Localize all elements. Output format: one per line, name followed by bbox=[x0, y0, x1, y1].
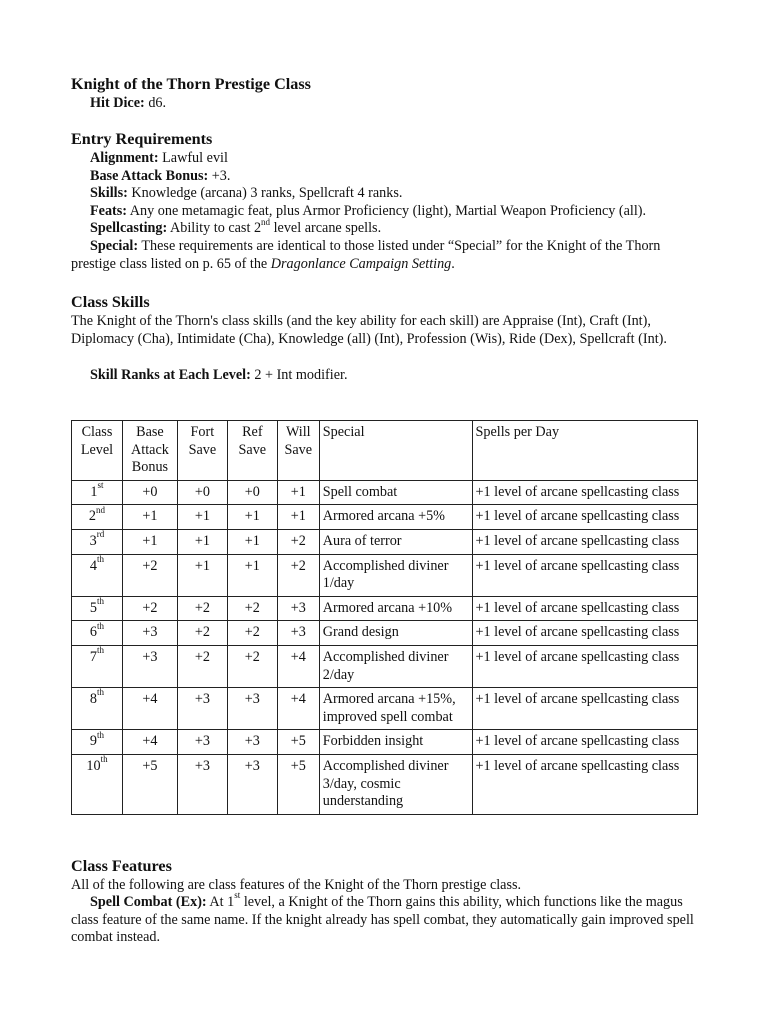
cell-class-level bbox=[72, 688, 123, 730]
cell-fort: +1 bbox=[177, 529, 227, 554]
cell-spells: +1 level of arcane spellcasting class bbox=[472, 645, 697, 687]
cell-bab: +0 bbox=[122, 480, 177, 505]
hit-dice-label: Hit Dice: bbox=[90, 95, 145, 111]
spell-combat-sup: st bbox=[234, 890, 241, 901]
req-alignment-value: Lawful evil bbox=[158, 150, 228, 166]
cell-ref: +1 bbox=[227, 554, 277, 596]
cell-class-level bbox=[72, 480, 123, 505]
header-class-line1: Class bbox=[81, 424, 113, 440]
cell-spells: +1 level of arcane spellcasting class bbox=[472, 596, 697, 621]
cell-fort: +0 bbox=[177, 480, 227, 505]
cell-ref: +3 bbox=[227, 688, 277, 730]
req-feats bbox=[71, 203, 701, 221]
cell-class-level bbox=[72, 529, 123, 554]
cell-bab: +1 bbox=[122, 505, 177, 530]
cell-ref: +2 bbox=[227, 645, 277, 687]
table-row bbox=[72, 645, 698, 687]
header-bab-line2: Attack bbox=[131, 441, 169, 458]
table-row bbox=[72, 754, 698, 814]
req-bab-label: Base Attack Bonus: bbox=[90, 167, 209, 184]
cell-bab: +3 bbox=[122, 621, 177, 646]
req-special-text: These requirements are identical to those listed under “Special” for the Knight of the Thorn prestige class listed on p. 65 of the bbox=[71, 237, 661, 272]
page-title: Knight of the Thorn Prestige Class bbox=[71, 75, 311, 93]
header-bab-line1: Base bbox=[136, 424, 164, 440]
class-features-intro: All of the following are class features of the Knight of the Thorn prestige class. bbox=[71, 877, 522, 893]
cell-class-level bbox=[72, 596, 123, 621]
cell-class-level bbox=[72, 505, 123, 530]
header-fort-line1: Fort bbox=[190, 424, 215, 440]
cell-class-level bbox=[72, 621, 123, 646]
req-special-label: Special: bbox=[90, 237, 139, 254]
cell-fort: +1 bbox=[177, 505, 227, 530]
level-number: 10 bbox=[86, 757, 101, 774]
cell-spells: +1 level of arcane spellcasting class bbox=[472, 730, 697, 755]
cell-spells: +1 level of arcane spellcasting class bbox=[472, 554, 697, 596]
req-skills-label: Skills: bbox=[90, 185, 128, 202]
level-suffix: nd bbox=[96, 504, 106, 515]
header-bab bbox=[122, 421, 177, 481]
req-spellcasting bbox=[71, 216, 701, 238]
table-row bbox=[72, 596, 698, 621]
req-bab bbox=[71, 168, 701, 186]
cell-special: Spell combat bbox=[319, 480, 472, 505]
spell-combat-pre: At 1 bbox=[206, 894, 235, 910]
cell-will: +2 bbox=[277, 529, 319, 554]
cell-fort: +3 bbox=[177, 730, 227, 755]
level-number: 8 bbox=[89, 691, 98, 708]
cell-special: Forbidden insight bbox=[319, 730, 472, 755]
level-number: 7 bbox=[89, 648, 98, 665]
cell-special: Aura of terror bbox=[319, 529, 472, 554]
table-row bbox=[72, 621, 698, 646]
header-ref bbox=[227, 421, 277, 481]
req-feats-value: Any one metamagic feat, plus Armor Proficiency (light), Martial Weapon Proficiency (all). bbox=[127, 202, 647, 219]
cell-class-level bbox=[72, 645, 123, 687]
cell-fort: +2 bbox=[177, 621, 227, 646]
table-row bbox=[72, 529, 698, 554]
skill-ranks bbox=[71, 367, 701, 385]
table-body bbox=[72, 480, 698, 814]
header-spells: Spells per Day bbox=[472, 421, 697, 481]
spell-combat-label: Spell Combat (Ex): bbox=[90, 894, 207, 910]
cell-fort: +1 bbox=[177, 554, 227, 596]
cell-special: Accomplished diviner 2/day bbox=[319, 645, 472, 687]
cell-will: +4 bbox=[277, 688, 319, 730]
req-special-end: . bbox=[451, 255, 455, 272]
cell-class-level bbox=[72, 554, 123, 596]
cell-fort: +3 bbox=[177, 754, 227, 814]
header-special: Special bbox=[319, 421, 472, 481]
req-bab-value: +3. bbox=[208, 167, 231, 184]
cell-bab: +5 bbox=[122, 754, 177, 814]
level-number: 5 bbox=[89, 599, 98, 616]
header-bab-line3: Bonus bbox=[131, 459, 169, 476]
entry-requirements bbox=[71, 150, 701, 273]
cell-fort: +2 bbox=[177, 645, 227, 687]
cell-ref: +3 bbox=[227, 754, 277, 814]
cell-will: +3 bbox=[277, 621, 319, 646]
req-spellcasting-pre: Ability to cast 2 bbox=[167, 220, 262, 237]
table-row bbox=[72, 505, 698, 530]
cell-spells: +1 level of arcane spellcasting class bbox=[472, 505, 697, 530]
cell-will: +3 bbox=[277, 596, 319, 621]
level-suffix: th bbox=[97, 596, 105, 607]
cell-spells: +1 level of arcane spellcasting class bbox=[472, 621, 697, 646]
level-suffix: th bbox=[97, 645, 105, 656]
cell-will: +1 bbox=[277, 505, 319, 530]
cell-will: +1 bbox=[277, 480, 319, 505]
cell-ref: +3 bbox=[227, 730, 277, 755]
hit-dice bbox=[71, 95, 701, 113]
req-alignment-label: Alignment: bbox=[90, 150, 159, 166]
header-fort bbox=[177, 421, 227, 481]
cell-special: Armored arcana +5% bbox=[319, 505, 472, 530]
entry-requirements-heading: Entry Requirements bbox=[71, 130, 213, 148]
cell-class-level bbox=[72, 754, 123, 814]
class-features-heading: Class Features bbox=[71, 857, 172, 875]
cell-special: Armored arcana +10% bbox=[319, 596, 472, 621]
header-fort-line2: Save bbox=[188, 441, 217, 458]
req-spellcasting-post: level arcane spells. bbox=[270, 220, 382, 237]
class-skills-text: The Knight of the Thorn's class skills (and the key ability for each skill) are Appraise (Int), Craft (Int), Diplomacy (Cha), Intimidate (Cha), Knowledge (all) (Int), Profession (Wis), Ride (Dex), Spellcraft (Int). bbox=[71, 313, 667, 347]
req-special bbox=[71, 238, 701, 273]
cell-spells: +1 level of arcane spellcasting class bbox=[472, 688, 697, 730]
level-number: 1 bbox=[90, 483, 98, 500]
header-ref-line1: Ref bbox=[242, 424, 263, 440]
level-suffix: th bbox=[100, 754, 108, 765]
cell-special: Accomplished diviner 1/day bbox=[319, 554, 472, 596]
level-suffix: th bbox=[97, 729, 105, 740]
level-suffix: th bbox=[97, 620, 105, 631]
req-skills bbox=[71, 185, 701, 203]
level-suffix: th bbox=[97, 553, 105, 564]
level-number: 9 bbox=[89, 733, 98, 750]
header-will bbox=[277, 421, 319, 481]
cell-will: +5 bbox=[277, 754, 319, 814]
level-suffix: st bbox=[97, 480, 104, 491]
cell-spells: +1 level of arcane spellcasting class bbox=[472, 480, 697, 505]
header-will-line1: Will bbox=[285, 424, 311, 440]
cell-special: Grand design bbox=[319, 621, 472, 646]
level-suffix: th bbox=[97, 687, 105, 698]
cell-bab: +2 bbox=[122, 596, 177, 621]
skill-ranks-value: 2 + Int modifier. bbox=[250, 367, 348, 383]
header-ref-line2: Save bbox=[238, 441, 267, 458]
header-class-line2: Level bbox=[80, 441, 114, 458]
cell-ref: +0 bbox=[227, 480, 277, 505]
header-class-level bbox=[72, 421, 123, 481]
req-feats-label: Feats: bbox=[90, 202, 128, 219]
spell-combat-feature bbox=[71, 890, 701, 947]
level-number: 3 bbox=[89, 532, 97, 549]
req-alignment bbox=[71, 150, 701, 168]
spell-combat-post: level, a Knight of the Thorn gains this ability, which functions like the magus class feature of the same name. If the knight already has spell combat, they automatically gain improved spell combat instead. bbox=[71, 894, 694, 946]
cell-bab: +4 bbox=[122, 730, 177, 755]
level-number: 4 bbox=[89, 557, 98, 574]
cell-special: Accomplished diviner 3/day, cosmic understanding bbox=[319, 754, 472, 814]
skill-ranks-label: Skill Ranks at Each Level: bbox=[90, 367, 251, 383]
level-number: 2 bbox=[88, 508, 97, 525]
class-skills-heading: Class Skills bbox=[71, 293, 150, 311]
req-spellcasting-label: Spellcasting: bbox=[90, 220, 168, 237]
table-row bbox=[72, 688, 698, 730]
cell-bab: +2 bbox=[122, 554, 177, 596]
cell-bab: +3 bbox=[122, 645, 177, 687]
req-skills-value: Knowledge (arcana) 3 ranks, Spellcraft 4 ranks. bbox=[127, 185, 403, 202]
table-row bbox=[72, 480, 698, 505]
cell-will: +4 bbox=[277, 645, 319, 687]
cell-ref: +1 bbox=[227, 529, 277, 554]
cell-spells: +1 level of arcane spellcasting class bbox=[472, 529, 697, 554]
cell-bab: +4 bbox=[122, 688, 177, 730]
cell-ref: +2 bbox=[227, 596, 277, 621]
cell-will: +5 bbox=[277, 730, 319, 755]
level-suffix: rd bbox=[96, 529, 105, 540]
cell-fort: +3 bbox=[177, 688, 227, 730]
cell-ref: +2 bbox=[227, 621, 277, 646]
level-number: 6 bbox=[89, 624, 98, 641]
cell-ref: +1 bbox=[227, 505, 277, 530]
cell-special: Armored arcana +15%, improved spell combat bbox=[319, 688, 472, 730]
cell-bab: +1 bbox=[122, 529, 177, 554]
table-row bbox=[72, 730, 698, 755]
req-spellcasting-sup: nd bbox=[261, 216, 271, 227]
cell-will: +2 bbox=[277, 554, 319, 596]
table-row bbox=[72, 554, 698, 596]
cell-class-level bbox=[72, 730, 123, 755]
header-will-line2: Save bbox=[284, 441, 313, 458]
cell-fort: +2 bbox=[177, 596, 227, 621]
cell-spells: +1 level of arcane spellcasting class bbox=[472, 754, 697, 814]
req-special-book: Dragonlance Campaign Setting bbox=[270, 255, 452, 272]
hit-dice-value: d6. bbox=[144, 95, 167, 111]
class-progression-table bbox=[71, 420, 698, 815]
table-header-row bbox=[72, 421, 698, 481]
